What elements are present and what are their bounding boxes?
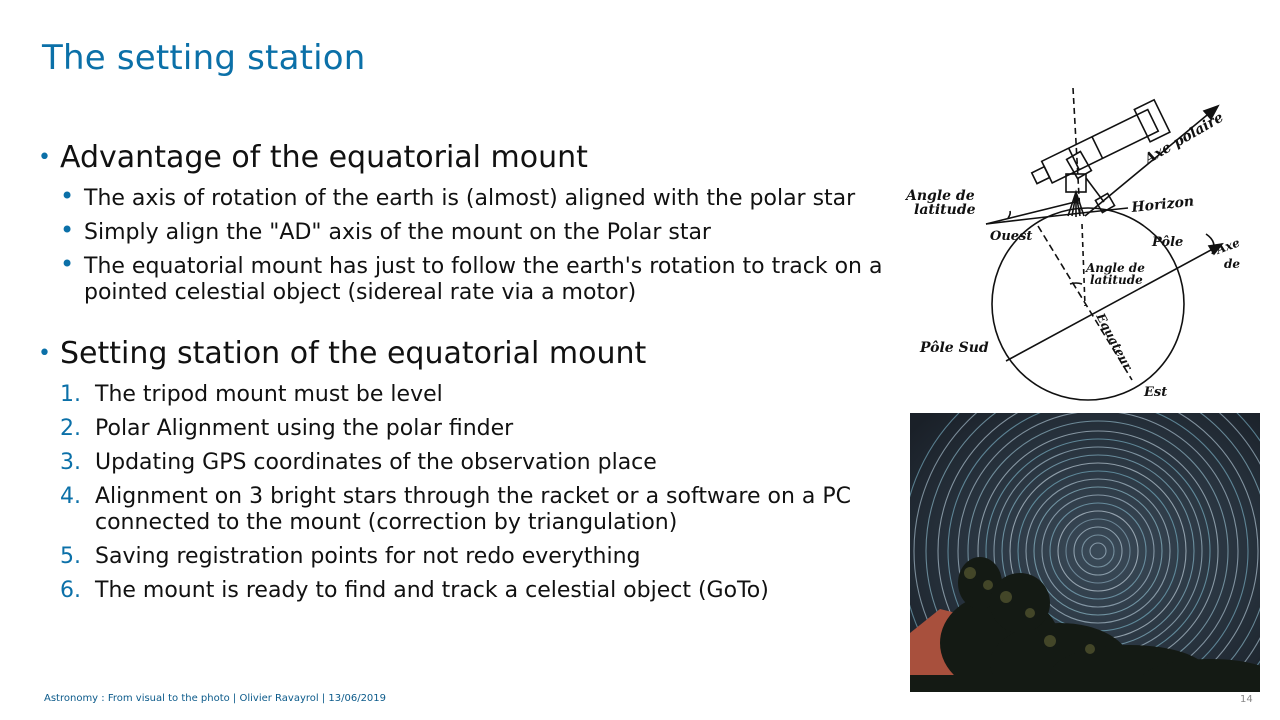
label-horizon: Horizon xyxy=(1130,193,1195,216)
step-number: 2. xyxy=(60,416,81,441)
slide-content xyxy=(38,138,898,604)
footer-text: Astronomy : From visual to the photo | Olivier Ravayrol | 13/06/2019 xyxy=(44,693,387,704)
latitude-angle-arc xyxy=(1008,211,1010,218)
section-heading-setting-station xyxy=(38,334,898,374)
label-angle-latitude-2: latitude xyxy=(914,202,976,218)
label-ouest: Ouest xyxy=(990,229,1033,244)
star-trails-photo xyxy=(910,413,1260,692)
label-axe-de-1: Axe xyxy=(1214,235,1242,257)
label-equateur: Equateur xyxy=(1093,310,1135,373)
page-number: 14 xyxy=(1240,694,1253,705)
bullet-icon: • xyxy=(60,250,75,278)
bullet-icon: • xyxy=(38,145,51,170)
section-heading-text: Setting station of the equatorial mount xyxy=(60,336,647,371)
counterweight-shaft xyxy=(1086,178,1104,202)
telescope-tube xyxy=(1042,110,1159,183)
bullet-text: Simply align the "AD" axis of the mount on the Polar star xyxy=(84,220,711,245)
telescope-eyepiece xyxy=(1032,167,1050,184)
numbered-step xyxy=(38,450,898,476)
bullet-text: The equatorial mount has just to follow the earth's rotation to track on a pointed celestial object (sidereal rate via a motor) xyxy=(84,254,883,305)
bullet-item xyxy=(38,216,898,246)
bullet-item xyxy=(38,182,898,212)
step-number: 1. xyxy=(60,382,81,407)
step-text: Alignment on 3 bright stars through the racket or a software on a PC connected to the mount (correction by triangulation) xyxy=(95,484,852,535)
center-line xyxy=(1082,224,1085,306)
label-axe-polaire: Axe polaire xyxy=(1142,109,1227,168)
bullet-icon: • xyxy=(60,216,75,244)
numbered-step xyxy=(38,484,898,536)
step-text: Updating GPS coordinates of the observation place xyxy=(95,450,657,475)
step-text: Saving registration points for not redo everything xyxy=(95,544,641,569)
step-number: 4. xyxy=(60,484,81,509)
step-number: 6. xyxy=(60,578,81,603)
label-angle-latitude-inner-1: Angle de xyxy=(1086,261,1145,275)
telescope-front xyxy=(1134,100,1170,142)
numbered-step xyxy=(38,382,898,408)
step-text: The mount is ready to find and track a celestial object (GoTo) xyxy=(95,578,769,603)
equatorial-mount-diagram xyxy=(900,84,1260,406)
latitude-line xyxy=(986,202,1075,224)
section-heading-text: Advantage of the equatorial mount xyxy=(60,140,588,175)
step-text: Polar Alignment using the polar finder xyxy=(95,416,514,441)
bullet-text: The axis of rotation of the earth is (almost) aligned with the polar star xyxy=(84,186,856,211)
numbered-step xyxy=(38,416,898,442)
step-number: 3. xyxy=(60,450,81,475)
inner-angle-arc xyxy=(1070,283,1082,284)
slide-title: The setting station xyxy=(42,38,366,78)
step-number: 5. xyxy=(60,544,81,569)
numbered-step xyxy=(38,544,898,570)
bullet-icon: • xyxy=(38,341,51,366)
label-pole: Pôle xyxy=(1152,235,1184,250)
numbered-step xyxy=(38,578,898,604)
bullet-icon: • xyxy=(60,182,75,210)
label-est: Est xyxy=(1144,385,1168,400)
label-pole-sud: Pôle Sud xyxy=(920,340,989,356)
bullet-item xyxy=(38,250,898,306)
label-angle-latitude-1: Angle de xyxy=(906,188,975,204)
step-text: The tripod mount must be level xyxy=(95,382,443,407)
label-axe-de-2: de xyxy=(1224,257,1241,271)
section-heading-advantage xyxy=(38,138,898,178)
label-angle-latitude-inner-2: latitude xyxy=(1090,273,1143,287)
